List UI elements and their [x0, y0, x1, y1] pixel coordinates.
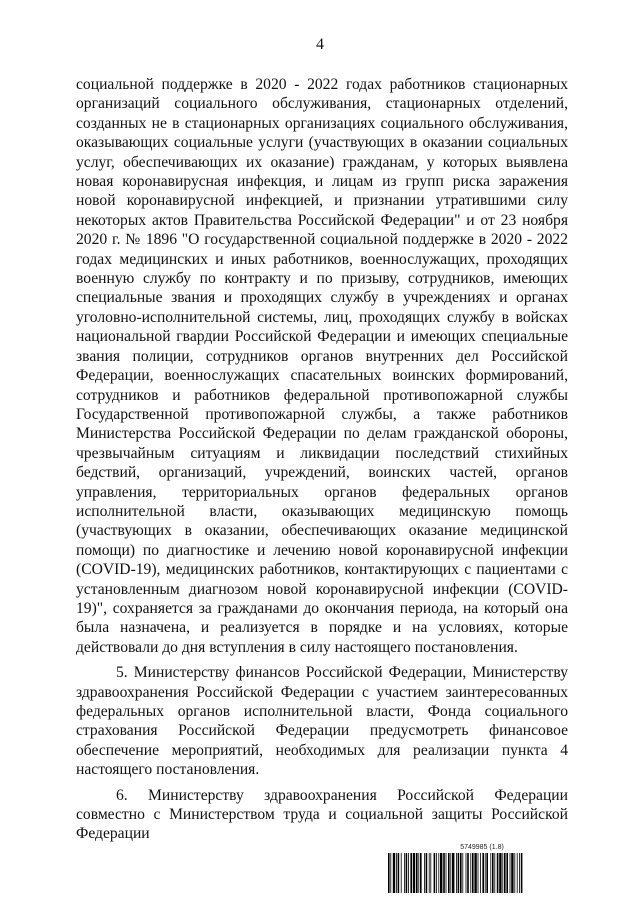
paragraph-item-5: 5. Министерству финансов Российской Федерации, Министерству здравоохранения Российской Федерации с участием заинтересованных федеральных органов исполнительной власти, Фонда социального страхования Российской Федерации предусмотреть финансовое обеспечение мероприятий, необходимых для реализации пункта 4 настоящего постановления. — [76, 664, 568, 779]
barcode-bar — [440, 853, 442, 893]
barcode-bar — [429, 853, 430, 893]
barcode-bar — [446, 853, 447, 893]
paragraph-item-6: 6. Министерству здравоохранения Российской Федерации совместно с Министерством труда и социальной защиты Российской Федерации — [76, 786, 568, 843]
barcode-bar — [456, 853, 457, 893]
barcode-bar — [506, 853, 508, 893]
paragraph-continuation: социальной поддержке в 2020 - 2022 годах работников стационарных организаций социального обслуживания, стационарных отделений, созданных не в стационарных организациях социального обслуживания, оказывающих социальные услуги (участвующих в оказании социальных услуг, обеспечивающих их оказание) гражданам, у которых выявлена новая коронавирусная инфекция, и лицам из групп риска заражения новой коронавирусной инфекцией, и признании утратившими силу некоторых актов Правительства Российской Федерации" и от 23 ноября 2020 г. № 1896 "О государственной социальной поддержке в 2020 - 2022 годах медицинских и иных работников, военнослужащих, проходящих военную службу по контракту и по призыву, сотрудников, имеющих специальные звания и проходящих службу в учреждениях и органах уголовно-исполнительной системы, лиц, проходящих службу в войсках национальной гвардии Российской Федерации и имеющих специальные звания полиции, сотрудников органов внутренних дел Российской Федерации, военнослужащих спасательных воинских формирований, сотрудников и работников федеральной противопожарной службы Государственной противопожарной службы, а также работников Министерства Российской Федерации по делам гражданской обороны, чрезвычайным ситуациям и ликвидации последствий стихийных бедствий, организаций, учреждений, воинских частей, органов управления, территориальных органов федеральных органов исполнительной власти, оказывающих медицинскую помощь (участвующих в оказании, обеспечивающих оказание медицинской помощи) по диагностике и лечению новой коронавирусной инфекции (COVID-19), медицинских работников, контактирующих с пациентами с установленным диагнозом новой коронавирусной инфекции (COVID-19)", сохраняется за гражданами до окончания периода, на который она была назначена, и реализуется в порядке и на условиях, которые действовали до дня вступления в силу настоящего постановления. — [76, 76, 568, 656]
barcode-bar — [472, 853, 474, 893]
barcode-bar — [450, 853, 451, 893]
barcode-bar — [438, 853, 439, 893]
barcode-bar — [521, 853, 523, 893]
barcode-bar — [436, 853, 437, 893]
barcode-bar — [494, 853, 495, 893]
barcode-bar — [462, 853, 463, 893]
barcode-bar — [480, 853, 481, 893]
barcode-bar — [514, 853, 515, 893]
barcode-bar — [443, 853, 445, 893]
barcode-bar — [408, 853, 409, 893]
page-number: 4 — [316, 36, 324, 53]
barcode-bar — [486, 853, 488, 893]
barcode-bar — [401, 853, 402, 893]
barcode-bar — [511, 853, 513, 893]
barcode-bar — [420, 853, 422, 893]
barcode-bar — [467, 853, 469, 893]
barcode-bar — [388, 853, 390, 893]
barcode-bar — [474, 853, 476, 893]
barcode-bar — [410, 853, 412, 893]
barcode-bar — [517, 853, 518, 893]
document-body — [76, 75, 568, 844]
barcode-bar — [404, 853, 405, 893]
barcode-bar — [396, 853, 397, 893]
barcode-bar — [504, 853, 506, 893]
barcode-bar — [482, 853, 484, 893]
barcode-bar — [390, 853, 391, 893]
barcode-bar — [424, 853, 425, 893]
barcode-bar — [413, 853, 415, 893]
barcode-bar — [470, 853, 471, 893]
barcode-bar — [452, 853, 454, 893]
barcode-bar — [460, 853, 462, 893]
barcode-bar — [485, 853, 486, 893]
barcode-bar — [398, 853, 400, 893]
barcode-bar — [510, 853, 511, 893]
barcode-bar — [466, 853, 467, 893]
barcode-label: 5749985 (1.8) — [460, 844, 504, 851]
barcode-bar — [499, 853, 501, 893]
barcode-bar — [492, 853, 494, 893]
barcode-bar — [497, 853, 499, 893]
barcode-bar — [393, 853, 395, 893]
barcode-bar — [490, 853, 491, 893]
barcode-bar — [448, 853, 450, 893]
barcode-bar — [478, 853, 479, 893]
barcode-bar — [418, 853, 419, 893]
barcode — [388, 843, 576, 893]
barcode-bar — [406, 853, 408, 893]
barcode-bar — [416, 853, 418, 893]
barcode-bar — [426, 853, 428, 893]
barcode-bars — [388, 853, 576, 893]
barcode-bar — [430, 853, 431, 893]
barcode-bar — [519, 853, 520, 893]
barcode-bar — [502, 853, 503, 893]
barcode-bar — [434, 853, 436, 893]
barcode-bar — [458, 853, 460, 893]
